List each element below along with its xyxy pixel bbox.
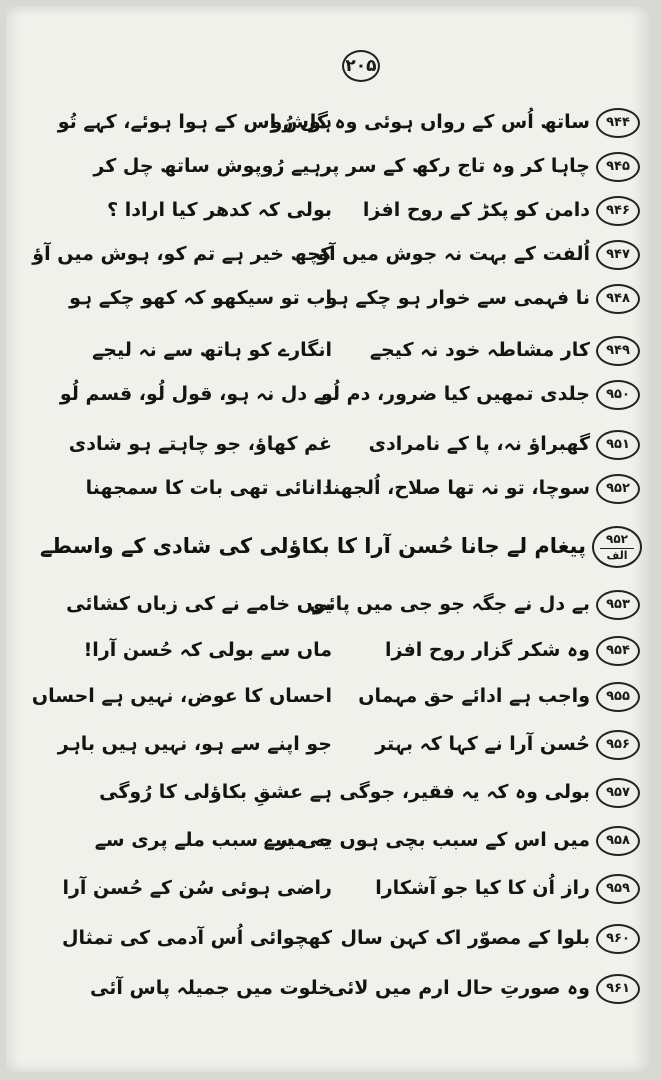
second-hemistich: کچھ خیر ہے تم کو، ہوش میں آؤ — [32, 243, 332, 265]
couplet-row — [6, 868, 650, 912]
couplet-row — [6, 102, 650, 146]
second-hemistich: انگارے کو ہاتھ سے نہ لیجے — [92, 339, 332, 361]
verse-number: ۹۵۸ — [596, 826, 640, 856]
second-hemistich: ہے عشقِ بکاؤلی کا رُوگی — [99, 781, 332, 803]
first-hemistich: کار مشاطہ خود نہ کیجے — [369, 339, 590, 361]
heading-number: ۹۵۲ — [606, 532, 628, 546]
couplet-row — [6, 918, 650, 962]
first-hemistich: حُسن آرا نے کہا کہ بہتر — [375, 733, 590, 755]
heading-verse-number — [592, 526, 642, 568]
first-hemistich: وہ شکر گزار روح افزا — [384, 639, 590, 661]
heading-number-suffix: الف — [600, 548, 634, 563]
couplet-row — [6, 424, 650, 468]
first-hemistich: چاہا کر وہ تاج رکھ کے سر پر — [320, 155, 590, 177]
verse-number: ۹۶۰ — [596, 924, 640, 954]
couplet-row — [6, 724, 650, 768]
couplet-row — [6, 968, 650, 1012]
verse-number: ۹۵۰ — [596, 380, 640, 410]
second-hemistich: یہ میرے سبب ملے پری سے — [94, 829, 332, 851]
couplet-row — [6, 278, 650, 322]
second-hemistich: کھچوائی اُس آدمی کی تمثال — [61, 927, 332, 949]
second-hemistich: جو اپنے سے ہو، نہیں ہیں باہر — [57, 733, 332, 755]
second-hemistich: رہیے رُوپوش ساتھ چل کر — [93, 155, 332, 177]
verse-number: ۹۴۹ — [596, 336, 640, 366]
couplet-row — [6, 330, 650, 374]
couplet-row — [6, 146, 650, 190]
second-hemistich: بے دل نہ ہو، قول لُو، قسم لُو — [59, 383, 332, 405]
first-hemistich: بے دل نے جگہ جو جی میں پائی — [309, 593, 590, 615]
verse-number: ۹۵۶ — [596, 730, 640, 760]
verse-number: ۹۴۴ — [596, 108, 640, 138]
verse-number: ۹۶۱ — [596, 974, 640, 1004]
couplet-row — [6, 676, 650, 720]
second-hemistich: اب تو سیکھو کہ کھو چکے ہو — [69, 287, 332, 309]
verse-number: ۹۴۸ — [596, 284, 640, 314]
couplet-row — [6, 772, 650, 816]
verse-number: ۹۵۴ — [596, 636, 640, 666]
couplet-row — [6, 820, 650, 864]
first-hemistich: سوچا، تو نہ تھا صلاح، اُلجھنا — [325, 477, 590, 499]
section-heading — [6, 518, 650, 574]
verse-number: ۹۵۱ — [596, 430, 640, 460]
first-hemistich: میں اس کے سبب بچی ہوں جی سے — [263, 829, 590, 851]
couplet-row — [6, 584, 650, 628]
second-hemistich: یوں خامے نے کی زباں کشائی — [66, 593, 332, 615]
second-hemistich: راضی ہوئی سُن کے حُسن آرا — [62, 877, 332, 899]
first-hemistich: بلوا کے مصوّر اک کہن سال — [340, 927, 590, 949]
verse-number: ۹۵۷ — [596, 778, 640, 808]
verse-number: ۹۴۶ — [596, 196, 640, 226]
first-hemistich: بولی وہ کہ یہ فقیر، جوگی — [339, 781, 590, 803]
second-hemistich: دانائی تھی بات کا سمجھنا — [85, 477, 332, 499]
first-hemistich: راز اُن کا کیا جو آشکارا — [375, 877, 590, 899]
first-hemistich: وہ صورتِ حال ارم میں لائی — [327, 977, 590, 999]
couplet-row — [6, 374, 650, 418]
couplet-row — [6, 468, 650, 512]
verse-number: ۹۵۳ — [596, 590, 640, 620]
couplet-row — [6, 234, 650, 278]
first-hemistich: دامن کو پکڑ کے روح افزا — [362, 199, 590, 221]
verse-number: ۹۴۵ — [596, 152, 640, 182]
couplet-row — [6, 630, 650, 674]
first-hemistich: گھبراؤ نہ، پا کے نامرادی — [368, 433, 590, 455]
first-hemistich: نا فہمی سے خوار ہو چکے ہو — [325, 287, 590, 309]
book-page — [6, 6, 650, 1072]
second-hemistich: بولی کہ کدھر کیا ارادا ؟ — [107, 199, 332, 221]
page-number: ۲۰۵ — [342, 50, 380, 82]
couplet-row — [6, 190, 650, 234]
second-hemistich: ماں سے بولی کہ حُسن آرا! — [83, 639, 332, 661]
second-hemistich: خلوت میں جمیلہ پاس آئی — [90, 977, 332, 999]
first-hemistich: اُلفت کے بہت نہ جوش میں آؤ — [317, 243, 590, 265]
second-hemistich: ہوش اِس کے ہوا ہوئے، کہے تُو — [57, 111, 332, 133]
verse-number: ۹۴۷ — [596, 240, 640, 270]
verse-number: ۹۵۹ — [596, 874, 640, 904]
second-hemistich: احساں کا عوض، نہیں ہے احساں — [31, 685, 332, 707]
second-hemistich: غم کھاؤ، جو چاہتے ہو شادی — [68, 433, 332, 455]
verse-number: ۹۵۵ — [596, 682, 640, 712]
first-hemistich: جلدی تمھیں کیا ضرور، دم لُو — [321, 383, 590, 405]
heading-title: پیغام لے جانا حُسن آرا کا بکاؤلی کی شادی کے واسطے — [39, 534, 586, 558]
first-hemistich: ساتھ اُس کے رواں ہوئی وہ گل رُو — [270, 111, 590, 133]
verse-number: ۹۵۲ — [596, 474, 640, 504]
first-hemistich: واجب ہے ادائے حق مہماں — [358, 685, 590, 707]
